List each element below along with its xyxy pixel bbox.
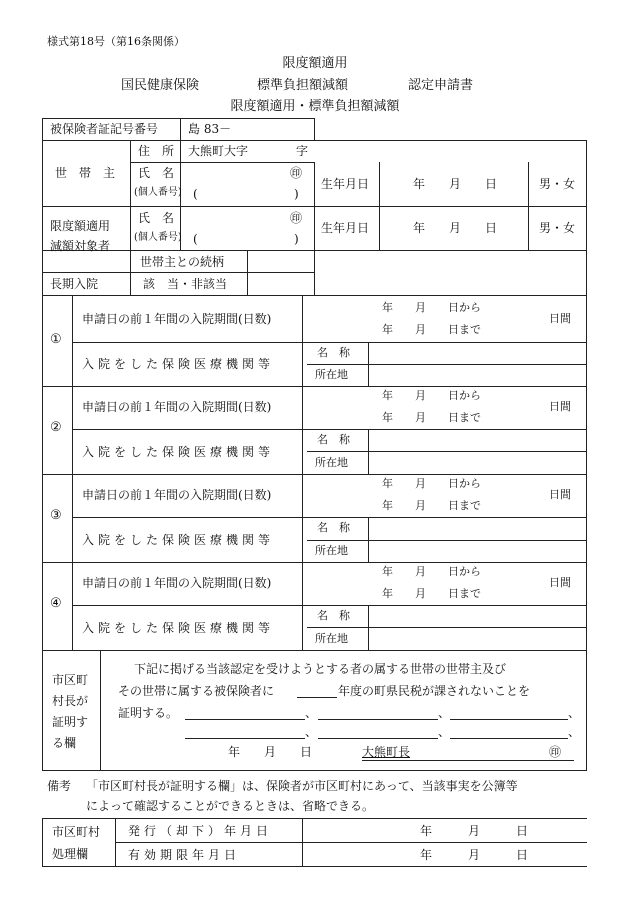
period-from[interactable]: 年 月 日から — [382, 389, 481, 402]
relation-label: 世帯主との続柄 — [140, 255, 225, 269]
facility-name-label: 名 称 — [317, 609, 350, 622]
issue-date-value[interactable]: 年 月 日 — [420, 824, 529, 838]
long-term-label: 長期入院 — [50, 277, 99, 291]
comma: 、 — [305, 706, 318, 720]
period-days[interactable]: 日間 — [549, 312, 571, 325]
cert-date[interactable]: 年 月 日 — [228, 745, 313, 759]
target-seal: ㊞ — [290, 211, 303, 225]
comma: 、 — [568, 725, 581, 739]
period-from[interactable]: 年 月 日から — [382, 301, 481, 314]
head-birth-label: 生年月日 — [321, 177, 370, 191]
comma: 、 — [568, 706, 581, 720]
head-paren-close: ) — [294, 187, 299, 201]
head-birthdate[interactable]: 年 月 日 — [413, 177, 498, 191]
expiry-date-value[interactable]: 年 月 日 — [420, 848, 529, 862]
period-to[interactable]: 年 月 日まで — [382, 411, 481, 424]
mayor-seal: ㊞ — [549, 745, 562, 759]
cert-text-2b: 年度の町県民税が課されないことを — [338, 684, 531, 698]
mayor-title: 大熊町長 — [362, 745, 411, 759]
period-days[interactable]: 日間 — [549, 488, 571, 501]
title-line-1: 限度額適用 — [282, 56, 348, 71]
head-paren-open: ( — [193, 187, 198, 201]
target-name-label: 氏 名 — [138, 211, 175, 225]
target-label-2: 減額対象者 — [50, 239, 111, 253]
period-to[interactable]: 年 月 日まで — [382, 587, 481, 600]
facility-label: 入院をした保険医療機関等 — [82, 533, 275, 547]
period-days[interactable]: 日間 — [549, 576, 571, 589]
form-number: 様式第18号（第16条関係） — [47, 35, 185, 48]
target-birth-label: 生年月日 — [321, 221, 370, 235]
insured-number-label: 被保険者証記号番号 — [50, 122, 159, 136]
cert-blank-3[interactable] — [450, 719, 568, 720]
cert-side-4: る欄 — [52, 736, 77, 750]
facility-location-label: 所在地 — [315, 544, 348, 557]
facility-label: 入院をした保険医療機関等 — [82, 621, 275, 635]
target-mynumber-label: (個人番号) — [134, 232, 182, 243]
fiscal-year-blank[interactable] — [297, 697, 337, 698]
block-number: ④ — [50, 596, 62, 611]
remarks-line-2: によって確認することができるときは、省略できる。 — [86, 799, 375, 813]
mayor-underline — [362, 760, 574, 761]
address-label: 住 所 — [138, 144, 175, 158]
title-line-2b: 標準負担額減額 — [257, 78, 349, 93]
facility-location-label: 所在地 — [315, 368, 348, 381]
period-label: 申請日の前１年間の入院期間(日数) — [82, 576, 272, 590]
target-paren-close: ) — [294, 232, 299, 246]
period-to[interactable]: 年 月 日まで — [382, 499, 481, 512]
cert-blank-2[interactable] — [318, 719, 438, 720]
cert-blank-5[interactable] — [318, 738, 438, 739]
insured-number-value[interactable]: 島 83－ — [188, 122, 232, 136]
facility-location-label: 所在地 — [315, 456, 348, 469]
facility-location-label: 所在地 — [315, 632, 348, 645]
cert-text-3: 証明する。 — [118, 706, 179, 720]
block-number: ① — [50, 332, 62, 347]
facility-name-label: 名 称 — [317, 433, 350, 446]
title-line-2a: 国民健康保険 — [121, 78, 200, 93]
period-from[interactable]: 年 月 日から — [382, 565, 481, 578]
cert-blank-4[interactable] — [185, 738, 305, 739]
address-value[interactable]: 大熊町大字 字 — [188, 144, 309, 158]
head-sex[interactable]: 男・女 — [539, 177, 576, 191]
target-paren-open: ( — [193, 232, 198, 246]
period-label: 申請日の前１年間の入院期間(日数) — [82, 312, 272, 326]
title-line-3: 限度額適用・標準負担額減額 — [230, 99, 400, 114]
period-days[interactable]: 日間 — [549, 400, 571, 413]
remarks-label: 備考 — [47, 779, 72, 793]
long-term-options[interactable]: 該 当・非該当 — [143, 277, 228, 291]
period-to[interactable]: 年 月 日まで — [382, 323, 481, 336]
block-number: ② — [50, 420, 62, 435]
period-from[interactable]: 年 月 日から — [382, 477, 481, 490]
head-mynumber-label: (個人番号) — [134, 187, 182, 198]
comma: 、 — [438, 706, 451, 720]
target-sex[interactable]: 男・女 — [539, 221, 576, 235]
expiry-date-label: 有効期限年月日 — [128, 848, 241, 862]
facility-name-label: 名 称 — [317, 346, 350, 359]
remarks-line-1: 「市区町村長が証明する欄」は、保険者が市区町村にあって、当該事実を公簿等 — [86, 779, 518, 793]
head-name-label: 氏 名 — [138, 166, 175, 180]
comma: 、 — [305, 725, 318, 739]
issue-date-label: 発行（却下）年月日 — [128, 824, 273, 838]
cert-side-3: 証明す — [52, 715, 89, 729]
head-seal: ㊞ — [290, 166, 303, 180]
period-label: 申請日の前１年間の入院期間(日数) — [82, 488, 272, 502]
cert-blank-6[interactable] — [450, 738, 568, 739]
cert-text-2a: その世帯に属する被保険者に — [118, 684, 275, 698]
cert-side-1: 市区町 — [52, 673, 89, 687]
target-birthdate[interactable]: 年 月 日 — [413, 221, 498, 235]
cert-side-2: 村長が — [52, 694, 89, 708]
cert-text-1: 下記に掲げる当該認定を受けようとする者の属する世帯の世帯主及び — [134, 662, 507, 676]
processing-label-2: 処理欄 — [52, 847, 89, 861]
household-head-label: 世 帯 主 — [55, 166, 116, 180]
cert-blank-1[interactable] — [185, 719, 305, 720]
target-label-1: 限度額適用 — [50, 219, 111, 233]
processing-label-1: 市区町村 — [52, 825, 101, 839]
comma: 、 — [438, 725, 451, 739]
block-number: ③ — [50, 508, 62, 523]
facility-label: 入院をした保険医療機関等 — [82, 357, 275, 371]
facility-name-label: 名 称 — [317, 521, 350, 534]
period-label: 申請日の前１年間の入院期間(日数) — [82, 400, 272, 414]
title-line-2c: 認定申請書 — [408, 78, 474, 93]
facility-label: 入院をした保険医療機関等 — [82, 445, 275, 459]
